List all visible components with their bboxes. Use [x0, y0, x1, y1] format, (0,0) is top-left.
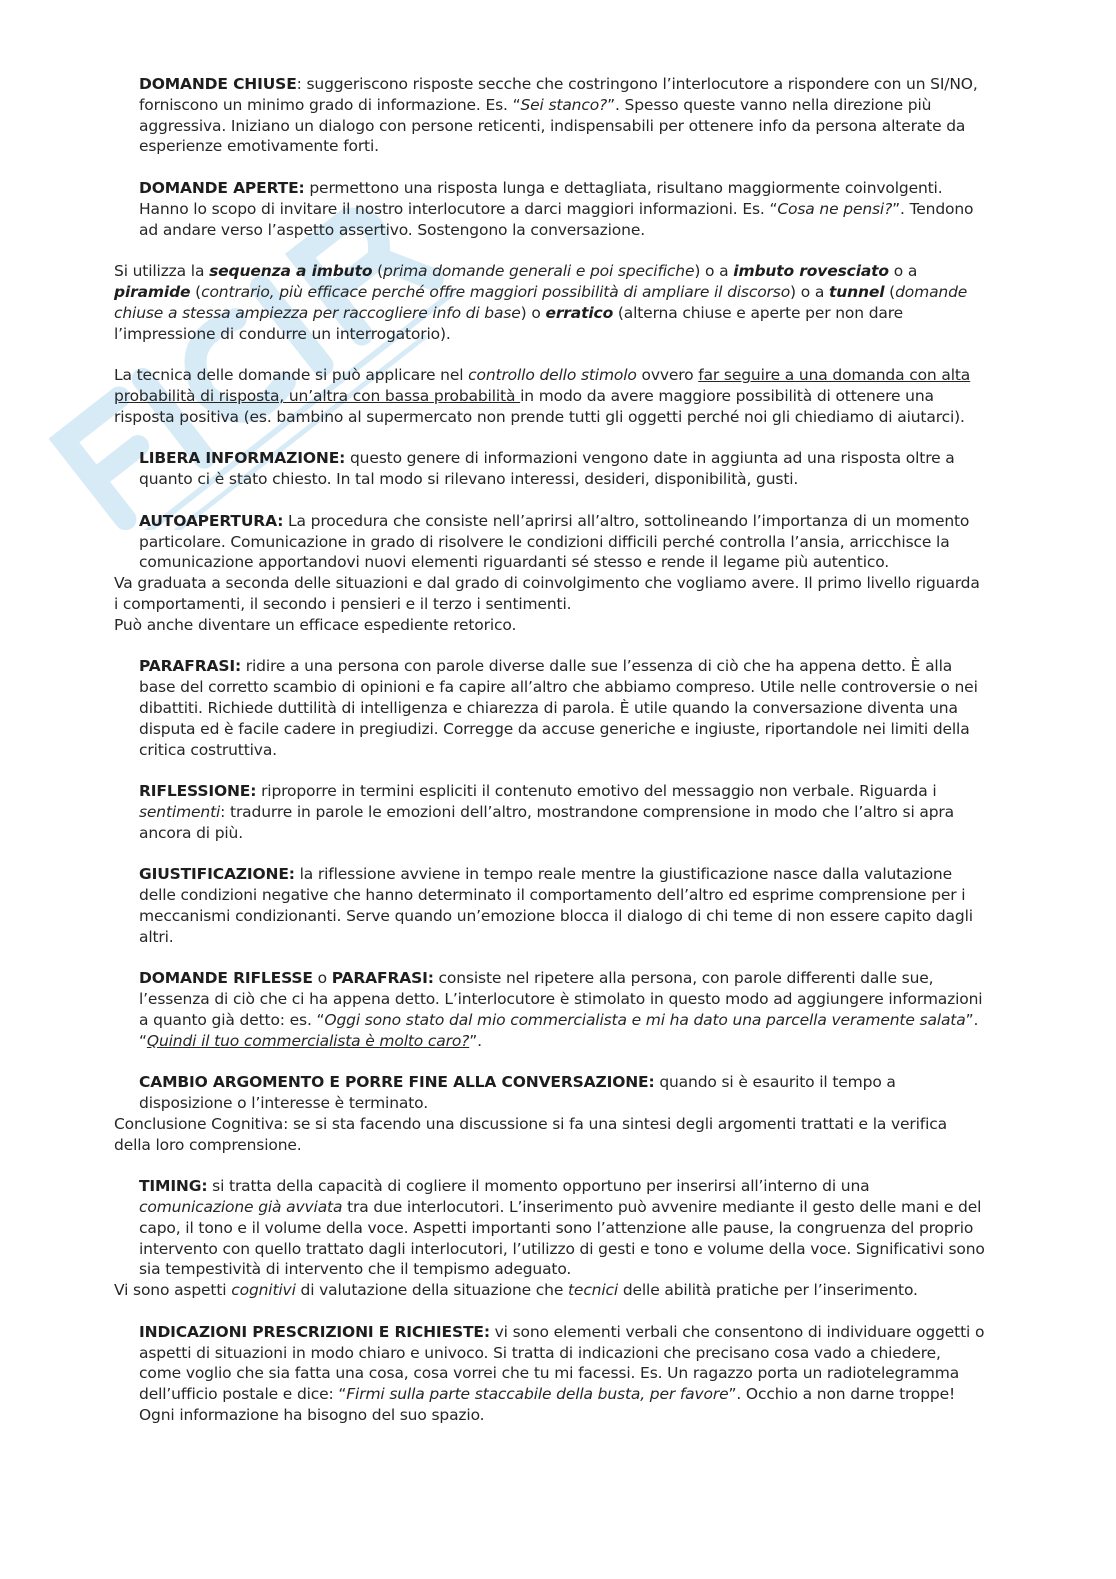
text-line: Conclusione Cognitiva: se si sta facendo una discussione si fa una sintesi degli argomenti trattati e la verifica della loro comprensione. [114, 1114, 947, 1154]
heading-domande-aperte: DOMANDE APERTE: [139, 178, 305, 197]
text: La tecnica delle domande si può applicare nel [114, 366, 469, 385]
heading-autoapertura: AUTOAPERTURA: [139, 511, 284, 530]
text: ( [884, 282, 896, 301]
term-erratico: erratico [545, 303, 614, 322]
text: Vi sono aspetti [114, 1281, 232, 1300]
paragraph-domande-aperte [114, 178, 986, 240]
text: questo genere di informazioni vengono date in aggiunta ad una risposta oltre a quanto ci è stato chiesto. In tal modo si rilevano interessi, desideri, disponibilità, gusti. [139, 449, 955, 489]
heading-parafrasi-2: PARAFRASI: [331, 969, 434, 988]
paragraph-sequenza [114, 261, 986, 344]
paragraph-timing [114, 1176, 986, 1301]
paragraph-libera-informazione [114, 448, 986, 490]
term-imbuto-rovesciato: imbuto rovesciato [733, 262, 889, 281]
text-line: Va graduata a seconda delle situazioni e dal grado di coinvolgimento che vogliamo avere. Il primo livello riguarda i comportamenti, il secondo i pensieri e il terzo i sentimenti. [114, 574, 980, 613]
text: la riflessione avviene in tempo reale mentre la giustificazione nasce dalla valutazione delle condizioni negative che hanno determinato il comportamento dell’altro ed esprime comprensione per i meccanismi condizionanti. Serve quando un’emozione blocca il dialogo di chi teme di non essere capito dagli altri. [139, 865, 973, 946]
example-italic: Sei stanco? [520, 95, 608, 114]
text: ) o a [790, 282, 829, 301]
text: o [312, 969, 332, 988]
text: ) o a [694, 262, 734, 281]
heading-domande-chiuse: DOMANDE CHIUSE [139, 75, 297, 93]
text: ridire a una persona con parole diverse dalle sue l’essenza di ciò che ha appena detto. È alla base del corretto scambio di opinioni e fa capire all’altro che abbiamo compreso. Utile nelle controversie o nei dibattiti. Richiede duttilità di intelligenza e chiarezza di parola. È utile quando la conversazione diventa una disputa ed è facile cadere in pregiudizi. Corregge da accuse generiche e ingiuste, riportandole nei limiti della critica costruttiva. [139, 657, 978, 759]
paragraph-tecnica [114, 365, 986, 427]
text: ( [190, 282, 202, 301]
heading-riflessione: RIFLESSIONE: [139, 782, 257, 801]
text: ovvero [636, 366, 699, 385]
example-italic: Cosa ne pensi? [777, 199, 893, 218]
heading-indicazioni: INDICAZIONI PRESCRIZIONI E RICHIESTE: [139, 1322, 490, 1341]
paragraph-indicazioni [114, 1322, 986, 1426]
text: ”. Spesso queste vanno nella direzione più aggressiva. Iniziano un dialogo con persone reticenti, indispensabili per ottenere info da persona alterate da esperienze emotivamente forti. [139, 95, 966, 156]
text: ”. Tendono ad andare verso l’aspetto assertivo. Sostengono la conversazione. [139, 199, 974, 239]
text: : tradurre in parole le emozioni dell’altro, mostrandone comprensione in modo che l’altro si apra ancora di più. [139, 802, 954, 842]
paragraph-giustificazione [114, 864, 986, 947]
text-italic: comunicazione già avviata [139, 1198, 343, 1217]
text: La procedura che consiste nell’aprirsi all’altro, sottolineando l’importanza di un momento particolare. Comunicazione in grado di risolvere le condizioni difficili perché controlla l’ansia, arricchisce la comunicazione apportandovi nuovi elementi riguardanti sé stesso e rende il legame più autentico. [139, 511, 970, 572]
text-underlined: far seguire a una domanda con alta probabilità di risposta, un’altra con bassa probabilità [114, 366, 971, 405]
text: consiste nel ripetere alla persona, con parole differenti dalle sue, l’essenza di ciò che ci ha appena detto. L’interlocutore è stimolato in questo modo ad aggiungere informazioni a quanto già detto: es. “ [139, 969, 983, 1029]
text-line: Può anche diventare un efficace espediente retorico. [114, 615, 517, 634]
heading-cambio-argomento: CAMBIO ARGOMENTO E PORRE FINE ALLA CONVERSAZIONE: [139, 1073, 655, 1092]
text: permettono una risposta lunga e dettagliata, risultano maggiormente coinvolgenti. Hanno lo scopo di invitare il nostro interlocutore a darci maggiori informazioni. Es. “ [139, 178, 943, 218]
text: riproporre in termini espliciti il contenuto emotivo del messaggio non verbale. Riguarda i [256, 782, 937, 801]
text-italic: cognitivi [231, 1281, 296, 1300]
example-italic: Firmi sulla parte staccabile della busta, per favore [346, 1385, 729, 1404]
text-italic: contrario, più efficace perché offre maggiori possibilità di ampliare il discorso [201, 282, 791, 301]
text: ”. “ [139, 1010, 979, 1050]
heading-parafrasi: PARAFRASI: [139, 657, 242, 676]
heading-libera-informazione: LIBERA INFORMAZIONE: [139, 449, 346, 468]
document-body [114, 74, 986, 1447]
example-underlined: Quindi il tuo commercialista è molto caro? [146, 1031, 470, 1050]
paragraph-domande-chiuse [114, 74, 986, 157]
text-italic: tecnici [568, 1281, 619, 1300]
text: (alterna chiuse e aperte per non dare l’impressione di condurre un interrogatorio). [114, 303, 904, 343]
text-italic: domande chiuse a stessa ampiezza per raccogliere info di base [114, 282, 968, 322]
text: : suggeriscono risposte secche che costringono l’interlocutore a rispondere con un SI/NO, forniscono un minimo grado di informazione. Es. “ [139, 75, 978, 114]
text-italic: sentimenti [139, 802, 221, 821]
text: ) o [520, 303, 546, 322]
paragraph-parafrasi [114, 656, 986, 760]
paragraph-riflessione [114, 781, 986, 843]
text: di valutazione della situazione che [295, 1281, 568, 1300]
text-italic: prima domande generali e poi specifiche [383, 262, 695, 281]
text-line [114, 1280, 986, 1301]
heading-domande-riflesse: DOMANDE RIFLESSE [139, 969, 313, 988]
text: quando si è esaurito il tempo a disposizione o l’interesse è terminato. [139, 1073, 896, 1113]
term-tunnel: tunnel [828, 282, 885, 301]
term-sequenza-imbuto: sequenza a imbuto [209, 262, 373, 281]
paragraph-domande-riflesse [114, 968, 986, 1051]
text-italic: controllo dello stimolo [468, 366, 637, 385]
term-piramide: piramide [114, 282, 191, 301]
text: ”. Occhio a non darne troppe! Ogni informazione ha bisogno del suo spazio. [139, 1385, 956, 1424]
text: delle abilità pratiche per l’inserimento. [618, 1281, 918, 1300]
paragraph-autoapertura [114, 511, 986, 636]
text: Si utilizza la [114, 262, 210, 281]
heading-timing: TIMING: [139, 1177, 208, 1196]
text: ( [372, 262, 384, 281]
heading-giustificazione: GIUSTIFICAZIONE: [139, 865, 295, 884]
text: o a [888, 262, 918, 281]
text: si tratta della capacità di cogliere il momento opportuno per inserirsi all’interno di una [207, 1177, 870, 1196]
text: in modo da avere maggiore possibilità di ottenere una risposta positiva (es. bambino al supermercato non prende tutti gli oggetti perché noi gli chiediamo di aiutarci). [114, 386, 965, 426]
text: vi sono elementi verbali che consentono di individuare oggetti o aspetti di situazioni in modo chiaro e univoco. Si tratta di indicazioni che precisano cosa vado a chiedere, come voglio che sia fatta una cosa, cosa vorrei che tu mi facessi. Es. Un ragazzo porta un radiotelegramma dell’ufficio postale e dice: “ [139, 1322, 985, 1404]
paragraph-cambio-argomento [114, 1072, 986, 1155]
example-italic: Oggi sono stato dal mio commercialista e mi ha dato una parcella veramente salata [324, 1010, 966, 1029]
text: tra due interlocutori. L’inserimento può avvenire mediante il gesto delle mani e del capo, il tono e il volume della voce. Aspetti importanti sono l’attenzione alle pause, la congruenza del proprio intervento con quello trattato dagli interlocutori, l’utilizzo di gesti e tono e volume della voce. Significativi sono sia tempestività di intervento che il tempismo adeguato. [139, 1198, 985, 1279]
text: ”. [469, 1031, 482, 1050]
